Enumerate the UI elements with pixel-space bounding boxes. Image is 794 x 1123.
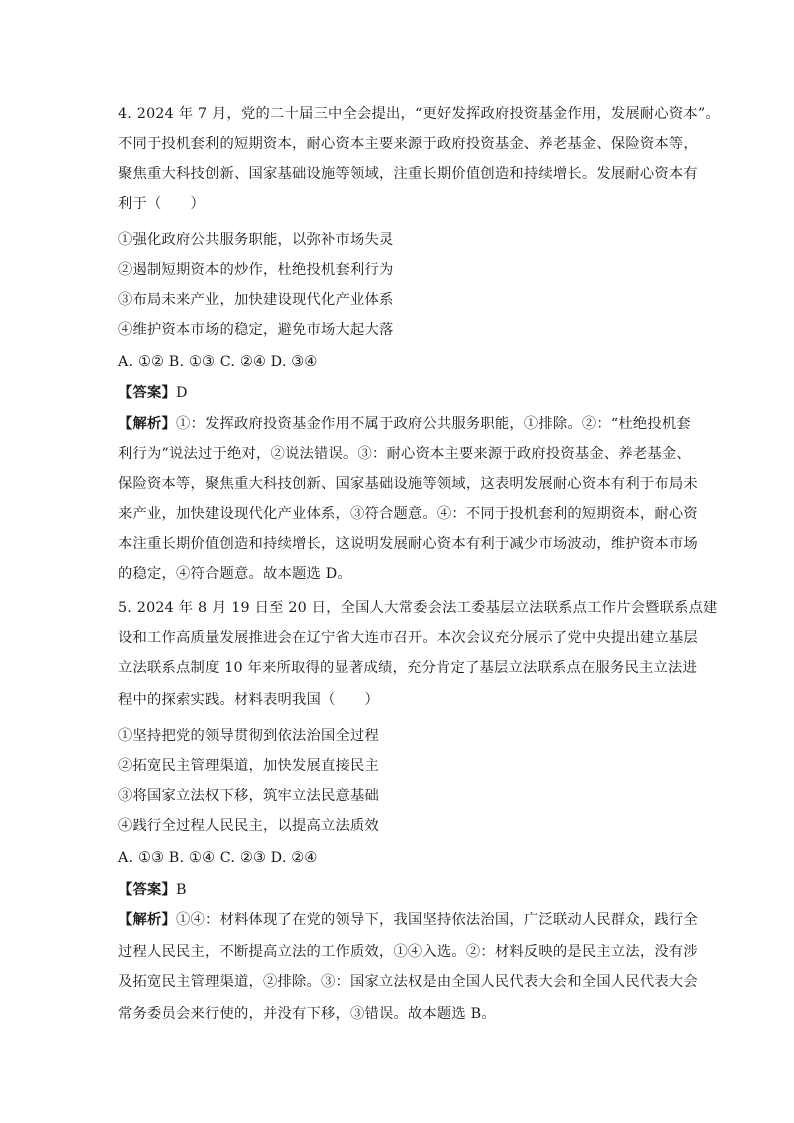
q5-analysis-line-1	[118, 910, 698, 930]
q5-analysis-label: 【解析】	[118, 912, 176, 928]
q5-answer-value: B	[176, 882, 187, 898]
q5-analysis-text-1: ①④：材料体现了在党的领导下，我国坚持依法治国，广泛联动人民群众，践行全	[176, 912, 698, 928]
q5-analysis-line-3: 及拓宽民主管理渠道，②排除。③：国家立法权是由全国人民代表大会和全国人民代表大会	[118, 974, 698, 990]
q4-analysis-line-2: 利行为”说法过于绝对，②说法错误。③：耐心资本主要来源于政府投资基金、养老基金、	[118, 446, 691, 462]
q4-answer-label: 【答案】	[118, 385, 176, 401]
q4-analysis-line-4: 来产业，加快建设现代化产业体系，③符合题意。④：不同于投机套利的短期资本，耐心资	[118, 506, 698, 522]
q5-choices: A. ①③ B. ①④ C. ②③ D. ②④	[118, 850, 318, 866]
q5-option-1: ①坚持把党的领导贯彻到依法治国全过程	[118, 728, 379, 744]
q4-analysis-line-5: 本注重长期价值创造和持续增长，这说明发展耐心资本有利于减少市场波动，维护资本市场	[118, 536, 698, 552]
q5-analysis-line-4: 常务委员会来行使的，并没有下移，③错误。故本题选 B。	[118, 1006, 496, 1022]
q5-option-3: ③将国家立法权下移，筑牢立法民意基础	[118, 788, 379, 804]
q4-option-3: ③布局未来产业，加快建设现代化产业体系	[118, 292, 394, 308]
q5-stem-line-4: 程中的探索实践。材料表明我国（ ）	[118, 692, 379, 708]
q5-option-4: ④践行全过程人民民主，以提高立法质效	[118, 818, 379, 834]
q4-analysis-line-6: 的稳定，④符合题意。故本题选 D。	[118, 566, 352, 582]
q5-analysis-line-2: 过程人民民主，不断提高立法的工作质效，①④入选。②：材料反映的是民主立法，没有涉	[118, 944, 698, 960]
q4-choices: A. ①② B. ①③ C. ②④ D. ③④	[118, 354, 318, 370]
q4-analysis-label: 【解析】	[118, 416, 176, 432]
q4-stem-line-2: 不同于投机套利的短期资本，耐心资本主要来源于政府投资基金、养老基金、保险资本等，	[118, 136, 698, 152]
q4-stem-line-4: 利于（ ）	[118, 196, 205, 212]
q4-answer-value: D	[176, 385, 188, 401]
q4-analysis-line-3: 保险资本等，聚焦重大科技创新、国家基础设施等领域，这表明发展耐心资本有利于布局未	[118, 476, 698, 492]
q4-analysis-text-1: ①：发挥政府投资基金作用不属于政府公共服务职能，①排除。②：“杜绝投机套	[176, 416, 691, 432]
q5-answer	[118, 880, 688, 900]
q4-option-1: ①强化政府公共服务职能，以弥补市场失灵	[118, 232, 394, 248]
q4-stem-line-1: 4. 2024 年 7 月，党的二十届三中全会提出，“更好发挥政府投资基金作用，发展耐心资本”。	[118, 106, 720, 122]
q5-stem-line-3: 立法联系点制度 10 年来所取得的显著成绩，充分肯定了基层立法联系点在服务民主立法进	[118, 660, 697, 676]
q5-option-2: ②拓宽民主管理渠道，加快发展直接民主	[118, 758, 379, 774]
q4-answer	[118, 383, 688, 403]
q4-option-2: ②遏制短期资本的炒作，杜绝投机套利行为	[118, 262, 394, 278]
q4-stem-line-3: 聚焦重大科技创新、国家基础设施等领域，注重长期价值创造和持续增长。发展耐心资本有	[118, 166, 698, 182]
q5-stem-line-1: 5. 2024 年 8 月 19 日至 20 日，全国人大常委会法工委基层立法联系点工作片会暨联系点建	[118, 600, 718, 616]
q4-option-4: ④维护资本市场的稳定，避免市场大起大落	[118, 322, 394, 338]
q5-stem-line-2: 设和工作高质量发展推进会在辽宁省大连市召开。本次会议充分展示了党中央提出建立基层	[118, 630, 698, 646]
q5-answer-label: 【答案】	[118, 882, 176, 898]
q4-analysis-line-1	[118, 414, 691, 434]
